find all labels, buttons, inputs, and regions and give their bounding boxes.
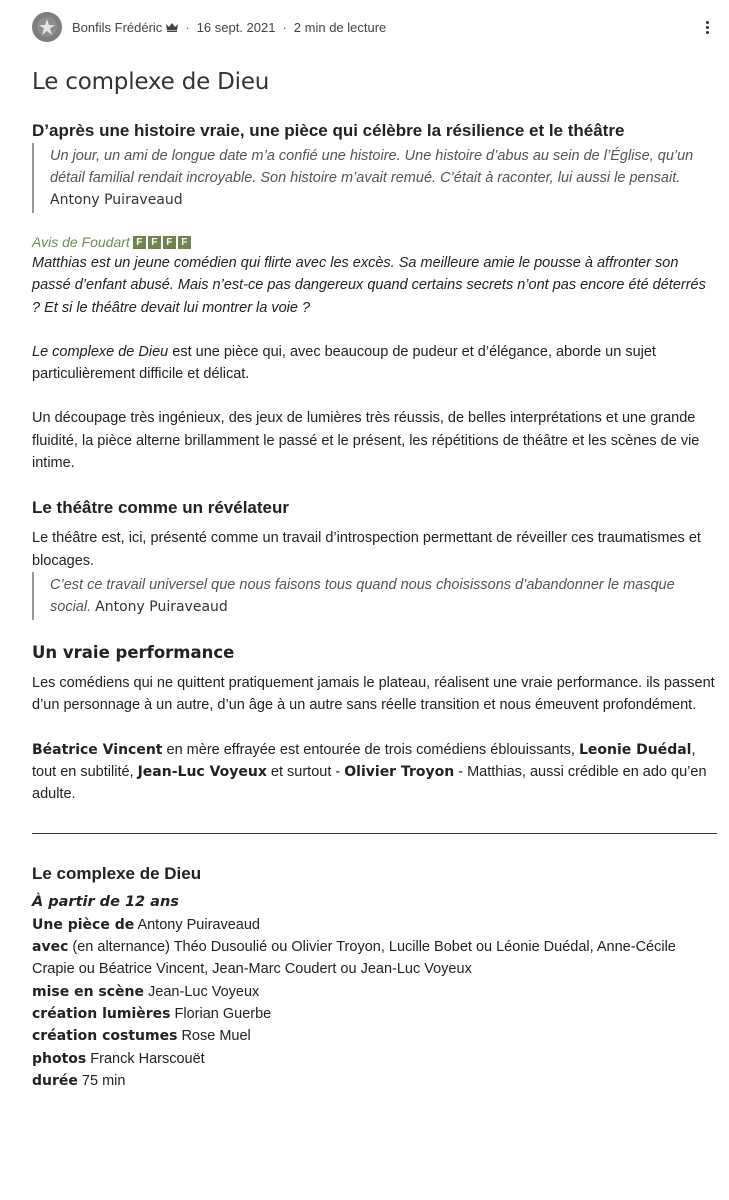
more-vertical-icon: [706, 21, 709, 24]
blockquote: [32, 143, 717, 213]
section-heading: Le théâtre comme un révélateur: [32, 498, 289, 518]
paragraph: Le complexe de Dieu est une pièce qui, avec beaucoup de pudeur et d’élégance, aborde un sujet particulièrement difficile et délicat.: [32, 343, 656, 383]
credit-line: création lumières Florian Guerbe: [32, 1005, 272, 1022]
credit-line: Une pièce de Antony Puiraveaud: [32, 916, 260, 933]
separator: ·: [282, 19, 287, 35]
synopsis: Matthias est un jeune comédien qui flirte avec les excès. Sa meilleure amie le pousse à affronter son passé d’enfant abusé. Mais n’est-ce pas dangereux quand certains secrets n’ont pas encore été déterrés ? Et si le théâtre devait lui montrer la voie ?: [32, 255, 706, 316]
rating-badge: F: [178, 236, 191, 249]
more-options-button[interactable]: [700, 17, 715, 38]
rating-badges: [133, 236, 191, 249]
crown-icon: [166, 23, 178, 32]
rating-badge: F: [148, 236, 161, 249]
read-time: 2 min de lecture: [293, 19, 387, 35]
credit-line: avec (en alternance) Théo Dusoulié ou Olivier Troyon, Lucille Bobet ou Léonie Duédal, Anne-Cécile Crapie ou Béatrice Vincent, Jean-Marc Coudert ou Jean-Luc Voyeux: [32, 939, 676, 978]
post-date: 16 sept. 2021: [196, 19, 276, 35]
credit-line: photos Franck Harscouët: [32, 1050, 205, 1067]
actor-name: Béatrice Vincent: [32, 741, 163, 758]
age-rating: À partir de 12 ans: [32, 894, 179, 911]
credit-line: mise en scène Jean-Luc Voyeux: [32, 983, 260, 1000]
review-rating: [32, 232, 717, 252]
credit-line: durée 75 min: [32, 1072, 126, 1089]
rating-badge: F: [133, 236, 146, 249]
paragraph: Un découpage très ingénieux, des jeux de lumières très réussis, de belles interprétations et une grande fluidité, la pièce alterne brillamment le passé et le présent, les répétitions de théâtre et les scènes de vie intime.: [32, 410, 700, 472]
rating-badge: F: [163, 236, 176, 249]
actor-name: Jean-Luc Voyeux: [137, 763, 267, 780]
actor-name: Leonie Duédal: [578, 741, 692, 758]
article-subtitle: D’après une histoire vraie, une pièce qui célèbre la résilience et le théâtre: [32, 121, 625, 140]
paragraph: Les comédiens qui ne quittent pratiquement jamais le plateau, réalisent une vraie performance. ils passent d’un personnage à un autre, d’un âge à un autre sans réelle transition et nous émeuvent profondément.: [32, 674, 715, 714]
credit-line: création costumes Rose Muel: [32, 1028, 251, 1045]
article-body: [32, 62, 717, 1092]
quote-text: Un jour, un ami de longue date m’a confié une histoire. Une histoire d’abus au sein de l’Église, qu’un détail familial rendait incroyable. Son histoire m’avait remué. C’était à raconter, lui aussi le pensait.: [50, 148, 694, 186]
author-name[interactable]: Bonfils Frédéric: [72, 19, 163, 35]
info-title: Le complexe de Dieu: [32, 864, 202, 884]
paragraph: Le théâtre est, ici, présenté comme un travail d’introspection permettant de réveiller ces traumatismes et blocages.: [32, 530, 701, 569]
avis-label: Avis de Foudart: [32, 234, 130, 250]
post-header: [32, 12, 715, 42]
play-title: Le complexe de Dieu: [32, 343, 169, 360]
quote-author: Antony Puiraveaud: [50, 192, 183, 208]
avatar-image: [36, 16, 58, 38]
quote-author: Antony Puiraveaud: [95, 598, 228, 615]
separator: ·: [185, 19, 190, 35]
divider: [32, 833, 717, 834]
avatar[interactable]: [32, 12, 62, 42]
quote-text: C’est ce travail universel que nous faisons tous quand nous choisissons d’abandonner le masque social.: [50, 576, 675, 615]
cast-paragraph: Béatrice Vincent en mère effrayée est entourée de trois comédiens éblouissants, Leonie Duédal, tout en subtilité, Jean-Luc Voyeux et surtout - Olivier Troyon - Matthias, aussi crédible en ado qu’en adulte.: [32, 741, 707, 803]
credits-block: [32, 891, 717, 1092]
actor-name: Olivier Troyon: [344, 763, 455, 780]
blockquote: [32, 572, 717, 620]
section-heading: Un vraie performance: [32, 642, 235, 662]
page-title: Le complexe de Dieu: [32, 69, 270, 95]
